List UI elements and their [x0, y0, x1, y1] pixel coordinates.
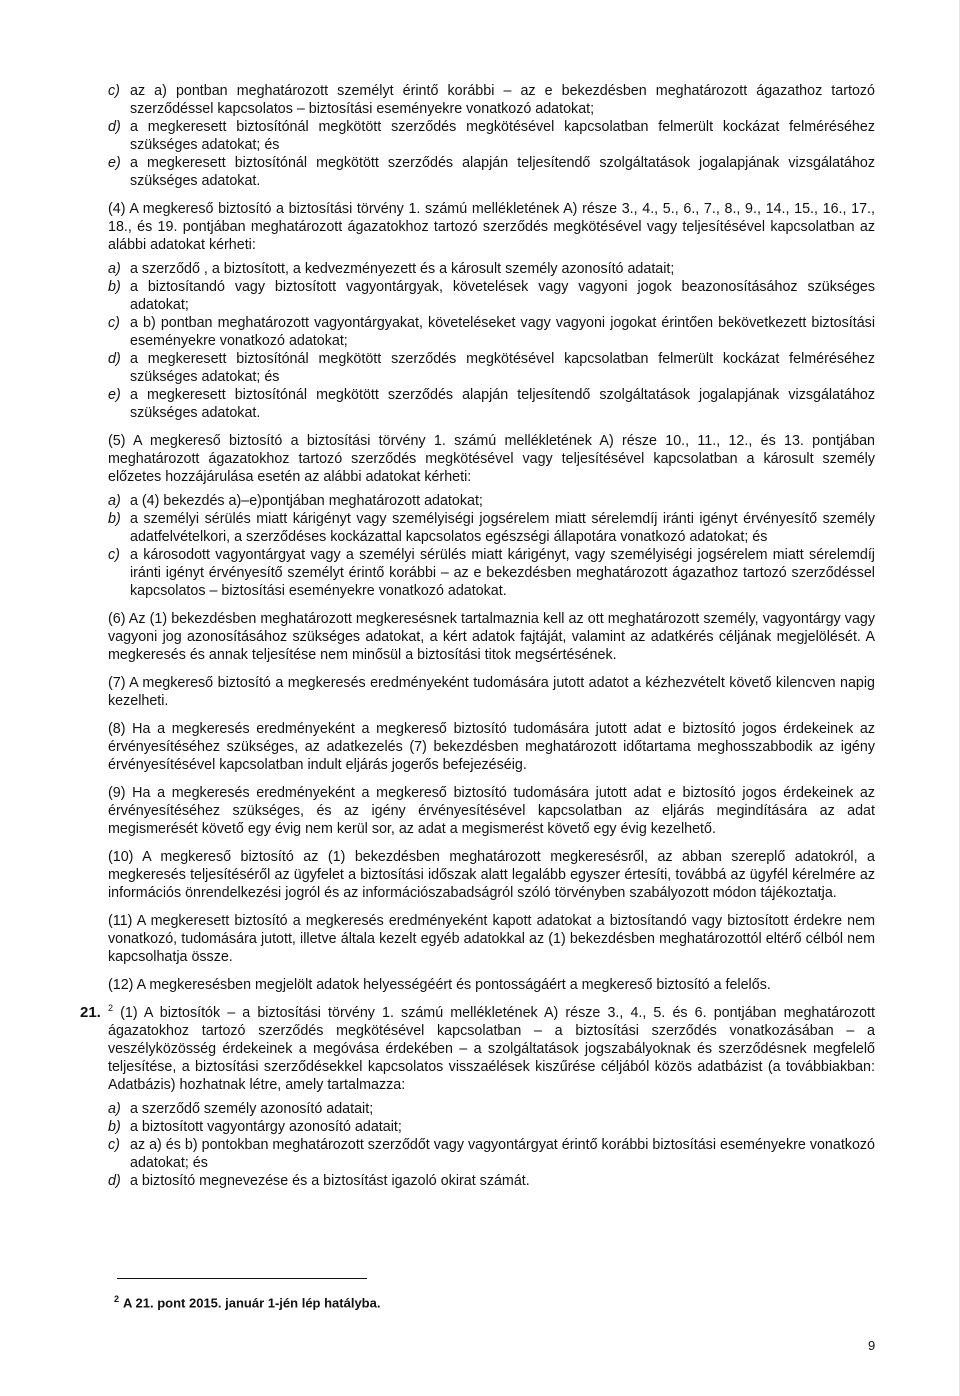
footnote — [114, 1290, 380, 1312]
item-label: a) — [108, 1101, 121, 1117]
paragraph-4: (4) A megkereső biztosító a biztosítási törvény 1. számú mellékletének A) része 3., 4., 5., 6., 7., 8., 9., 14., 15., 16., 17., 18., és 19. pontjában meghatározott ágazatokhoz tartozó szerződés megkötésével vagy teljesítésével kapcsolatban az alábbi adatokat kérheti: — [108, 201, 875, 253]
list-item — [108, 546, 875, 600]
paragraph-5-list — [108, 492, 875, 600]
list-item — [108, 1100, 875, 1118]
footnote-mark: 2 — [114, 1294, 120, 1304]
list-item — [108, 1172, 875, 1190]
paragraph-10: (10) A megkereső biztosító az (1) bekezdésben meghatározott megkeresésről, az abban szereplő adatokról, a megkeresés teljesítéséről az ügyfelet a biztosítási időszak alatt legalább egyszer értesíti, továbbá az ügyfél kérelmére az információs önrendelkezési jogról és az információszabadságról szóló törvényben szabályozott módon tájékoztatja. — [108, 849, 875, 901]
item-label: c) — [108, 83, 120, 99]
paragraph-6: (6) Az (1) bekezdésben meghatározott megkeresésnek tartalmaznia kell az ott meghatározott személy, vagyontárgy vagy vagyoni jog azonosításához szükséges adatokat, a kért adatok fajtáját, valamint az adatkérés céljának megjelölését. A megkeresés és annak teljesítése nem minősül a biztosítási titok megsértésének. — [108, 611, 875, 663]
item-text: a biztosító megnevezése és a biztosítást igazoló okirat számát. — [130, 1173, 530, 1189]
item-label: e) — [108, 155, 121, 171]
item-label: d) — [108, 351, 121, 367]
list-item — [108, 386, 875, 422]
item-text: a károsodott vagyontárgyat vagy a személyi sérülés miatt kárigényt, vagy személyiségi jogsérelem miatt sérelemdíj iránti igényt érvényesítő személyt érintő korábbi – az e bekezdésben meghatározott ágazathoz tartozó szerződéssel kapcsolatos – biztosítási eseményekre vonatkozó adatokat. — [130, 547, 875, 599]
item-label: a) — [108, 261, 121, 277]
item-text: a megkeresett biztosítónál megkötött szerződés alapján teljesítendő szolgáltatások jogalapjának vizsgálatához szükséges adatokat. — [130, 155, 875, 189]
item-label: d) — [108, 1173, 121, 1189]
list-item — [108, 510, 875, 546]
item-label: c) — [108, 547, 120, 563]
item-text: a szerződő személy azonosító adatait; — [130, 1101, 374, 1117]
item-label: b) — [108, 279, 121, 295]
page-number: 9 — [868, 1338, 876, 1353]
paragraph-8: (8) Ha a megkeresés eredményeként a megkereső biztosító tudomására jutott adat e biztosító jogos érdekeinek az érvényesítéséhez szükséges, az adatkezelés (7) bekezdésben meghatározott időtartama meghosszabbodik az igény érvényesítésével kapcsolatban indult eljárás jogerős befejezéséig. — [108, 721, 875, 773]
item-text: a megkeresett biztosítónál megkötött szerződés alapján teljesítendő szolgáltatások jogalapjának vizsgálatához szükséges adatokat. — [130, 387, 875, 421]
section-number: 21. — [80, 1004, 101, 1021]
page-body — [80, 82, 875, 1190]
paragraph-12: (12) A megkeresésben megjelölt adatok helyességéért és pontosságáért a megkereső biztosító a felelős. — [108, 977, 771, 993]
paragraph-4-list — [108, 260, 875, 422]
item-text: a b) pontban meghatározott vagyontárgyakat, követeléseket vagy vagyoni jogokat érintően bekövetkezett biztosítási eseményekre vonatkozó adatokat; — [130, 315, 875, 349]
item-text: az a) pontban meghatározott személyt érintő korábbi – az e bekezdésben meghatározott ágazathoz tartozó szerződéssel kapcsolatos – biztosítási eseményekre vonatkozó adatokat; — [130, 83, 875, 117]
footnote-reference: 2 — [108, 1003, 114, 1014]
item-text: az a) és b) pontokban meghatározott szerződőt vagy vagyontárgyat érintő korábbi biztosítási eseményekre vonatkozó adatokat; és — [130, 1137, 875, 1171]
item-text: a megkeresett biztosítónál megkötött szerződés megkötésével kapcsolatban felmerült kockázat felméréséhez szükséges adatokat; és — [130, 119, 875, 153]
item-label: c) — [108, 1137, 120, 1153]
list-item — [108, 260, 875, 278]
item-label: a) — [108, 493, 121, 509]
section-21-text: (1) A biztosítók – a biztosítási törvény 1. számú mellékletének A) része 3., 4., 5. és 6. pontjában meghatározott ágazatokhoz tartozó szerződés megkötésével kapcsolatban – a biztosítási szerződés vonatkozásában – a veszélyközösség érdekeinek a megóvása érdekében – a szolgáltatások jogszabályoknak és szerződésnek megfelelő teljesítése, a biztosítási szerződésekkel kapcsolatos visszaélések kiszűrése céljából közös adatbázist (a továbbiakban: Adatbázis) hozhatnak létre, amely tartalmazza: — [108, 1005, 875, 1093]
paragraph-11: (11) A megkeresett biztosító a megkeresés eredményeként kapott adatokat a biztosítandó vagy biztosított érdekre nem vonatkozó, tudomására jutott, illetve általa kezelt egyéb adatokkal az (1) bekezdésben meghatározottól eltérő célból nem kapcsolhatja össze. — [108, 913, 875, 965]
item-label: d) — [108, 119, 121, 135]
list-item-e — [108, 154, 875, 190]
list-item — [108, 1136, 875, 1172]
section-21-paragraph — [108, 1004, 875, 1094]
item-label: e) — [108, 387, 121, 403]
section-21 — [80, 1003, 875, 1190]
item-text: a személyi sérülés miatt kárigényt vagy személyiségi jogsérelem miatt sérelemdíj iránti igényt érvényesítő személy adatfelvételkori, a szerződéses kockázattal kapcsolatos egészségi állapotára vonatkozó adatokat; és — [130, 511, 875, 545]
item-label: b) — [108, 1119, 121, 1135]
list-item-d — [108, 118, 875, 154]
list-item — [108, 492, 875, 510]
item-text: a (4) bekezdés a)–e)pontjában meghatározott adatokat; — [130, 493, 483, 509]
paragraph-9: (9) Ha a megkeresés eredményeként a megkereső biztosító tudomására jutott adat e biztosító jogos érdekeinek az érvényesítéséhez szükséges, és az igény érvényesítésével kapcsolatban az eljárás megindítására az adat megismerését követő egy évig nem kerül sor, az adat a megismerést követő egy évig kezelhető. — [108, 785, 875, 837]
list-item — [108, 278, 875, 314]
list-item — [108, 1118, 875, 1136]
paragraph-7: (7) A megkereső biztosító a megkeresés eredményeként tudomására jutott adatot a kézhezvételt követő kilencven napig kezelheti. — [108, 675, 875, 709]
item-text: a biztosított vagyontárgy azonosító adatait; — [130, 1119, 402, 1135]
list-item-c — [108, 82, 875, 118]
item-label: b) — [108, 511, 121, 527]
item-text: a megkeresett biztosítónál megkötött szerződés megkötésével kapcsolatban felmerült kockázat felméréséhez szükséges adatokat; és — [130, 351, 875, 385]
item-text: a biztosítandó vagy biztosított vagyontárgyak, követelések vagy vagyoni jogok beazonosításához szükséges adatokat; — [130, 279, 875, 313]
item-text: a szerződő , a biztosított, a kedvezményezett és a károsult személy azonosító adatait; — [130, 261, 675, 277]
footnote-text: A 21. pont 2015. január 1-jén lép hatályba. — [123, 1295, 381, 1311]
section-21-list — [108, 1100, 875, 1190]
item-label: c) — [108, 315, 120, 331]
footnote-separator — [117, 1278, 367, 1279]
list-item — [108, 314, 875, 350]
list-item — [108, 350, 875, 386]
paragraph-5: (5) A megkereső biztosító a biztosítási törvény 1. számú mellékletének A) része 10., 11., 12., és 13. pontjában meghatározott ágazatokhoz tartozó szerződés megkötésével vagy teljesítésével kapcsolatban a károsult személy előzetes hozzájárulása esetén az alábbi adatokat kérheti: — [108, 433, 875, 485]
